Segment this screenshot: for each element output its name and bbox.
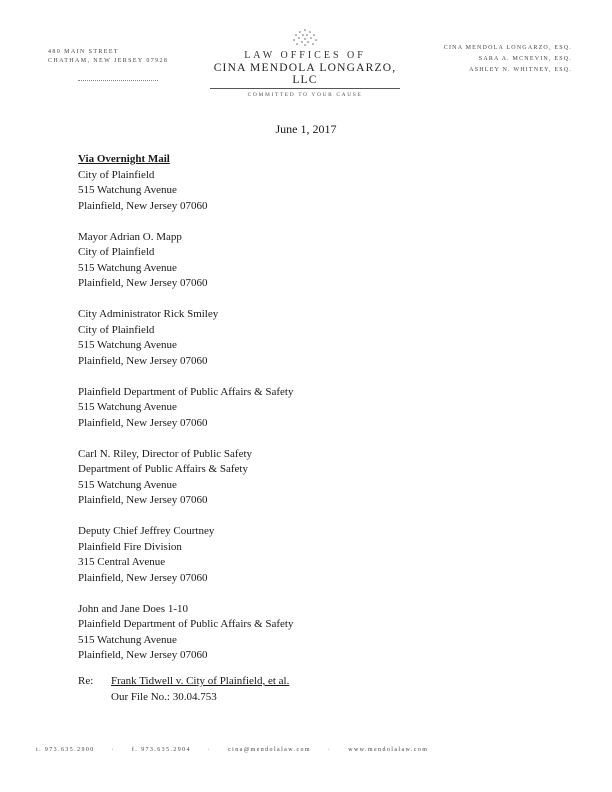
recipient-line: 515 Watchung Avenue (78, 401, 177, 413)
recipient-block (78, 447, 293, 509)
recipient-line: Plainfield, New Jersey 07060 (78, 277, 208, 289)
re-label: Re: (78, 675, 94, 687)
recipient-line: Plainfield, New Jersey 07060 (78, 649, 208, 661)
separator-dot-icon: · (207, 747, 212, 753)
firm-letterhead (200, 28, 410, 98)
recipient-line: City Administrator Rick Smiley (78, 308, 219, 320)
recipient-line: City of Plainfield (78, 323, 155, 336)
recipient-line: Plainfield, New Jersey 07060 (78, 199, 208, 212)
recipient-line: Mayor Adrian O. Mapp (78, 230, 182, 243)
recipient-line: Carl N. Riley, Director of Public Safety (78, 447, 253, 460)
recipient-line: Plainfield, New Jersey 07060 (78, 354, 208, 367)
footer-website: www.mendolalaw.com (348, 747, 429, 753)
recipient-line: Plainfield, New Jersey 07060 (78, 571, 208, 584)
recipient-line: Plainfield Department of Public Affairs & Safety (78, 618, 294, 630)
firm-address (48, 48, 168, 81)
firm-name: CINA MENDOLA LONGARZO, LLC (213, 62, 397, 86)
firm-logo-icon (285, 28, 325, 48)
recipient-block (78, 152, 293, 214)
recipient-line: City of Plainfield (78, 246, 155, 258)
recipient-block (78, 602, 293, 664)
recipient-line: 515 Watchung Avenue (78, 339, 177, 351)
recipient-block (78, 230, 293, 292)
attorney-name: CINA MENDOLA LONGARZO, ESQ. (443, 45, 572, 51)
recipient-line: 515 Watchung Avenue (78, 184, 177, 196)
recipient-line: City of Plainfield (78, 168, 155, 181)
recipient-block (78, 524, 293, 586)
case-caption: Frank Tidwell v. City of Plainfield, et al. (111, 675, 290, 687)
file-number: Our File No.: 30.04.753 (111, 690, 217, 703)
recipient-line: Department of Public Affairs & Safety (78, 463, 248, 475)
footer-phone: t. 973.635.2900 (36, 747, 95, 753)
footer-fax: f. 973.635.2904 (131, 747, 191, 753)
letter-date: June 1, 2017 (275, 122, 337, 136)
recipient-line: 515 Watchung Avenue (78, 478, 177, 491)
recipient-line: 515 Watchung Avenue (78, 633, 177, 646)
recipient-line: Plainfield, New Jersey 07060 (78, 494, 208, 506)
firm-rule (210, 88, 400, 89)
address-rule (78, 80, 158, 81)
attorney-list (444, 43, 572, 76)
re-content (111, 674, 289, 705)
firm-address-line-1: 480 MAIN STREET (48, 49, 119, 55)
recipient-line: Plainfield Department of Public Affairs & Safety (78, 385, 294, 398)
recipient-line: 515 Watchung Avenue (78, 261, 177, 274)
recipient-line: John and Jane Does 1-10 (78, 602, 188, 615)
recipient-list (78, 152, 293, 679)
attorney-name: ASHLEY N. WHITNEY, ESQ. (469, 67, 572, 73)
attorney-name: SARA A. MCNEVIN, ESQ. (478, 56, 572, 62)
footer-email: cina@mendolalaw.com (228, 747, 311, 753)
firm-heading: LAW OFFICES OF (244, 50, 366, 61)
letterhead-footer (36, 747, 442, 753)
firm-address-line-2: CHATHAM, NEW JERSEY 07928 (48, 58, 169, 64)
recipient-line: Deputy Chief Jeffrey Courtney (78, 525, 215, 537)
separator-dot-icon: · (327, 747, 332, 753)
delivery-method: Via Overnight Mail (78, 153, 170, 165)
firm-tagline: COMMITTED TO YOUR CAUSE (247, 92, 363, 98)
recipient-block (78, 385, 293, 432)
recipient-line: 315 Central Avenue (78, 556, 166, 568)
recipient-line: Plainfield, New Jersey 07060 (78, 416, 208, 429)
recipient-block (78, 307, 293, 369)
recipient-line: Plainfield Fire Division (78, 540, 182, 553)
separator-dot-icon: · (111, 747, 115, 753)
